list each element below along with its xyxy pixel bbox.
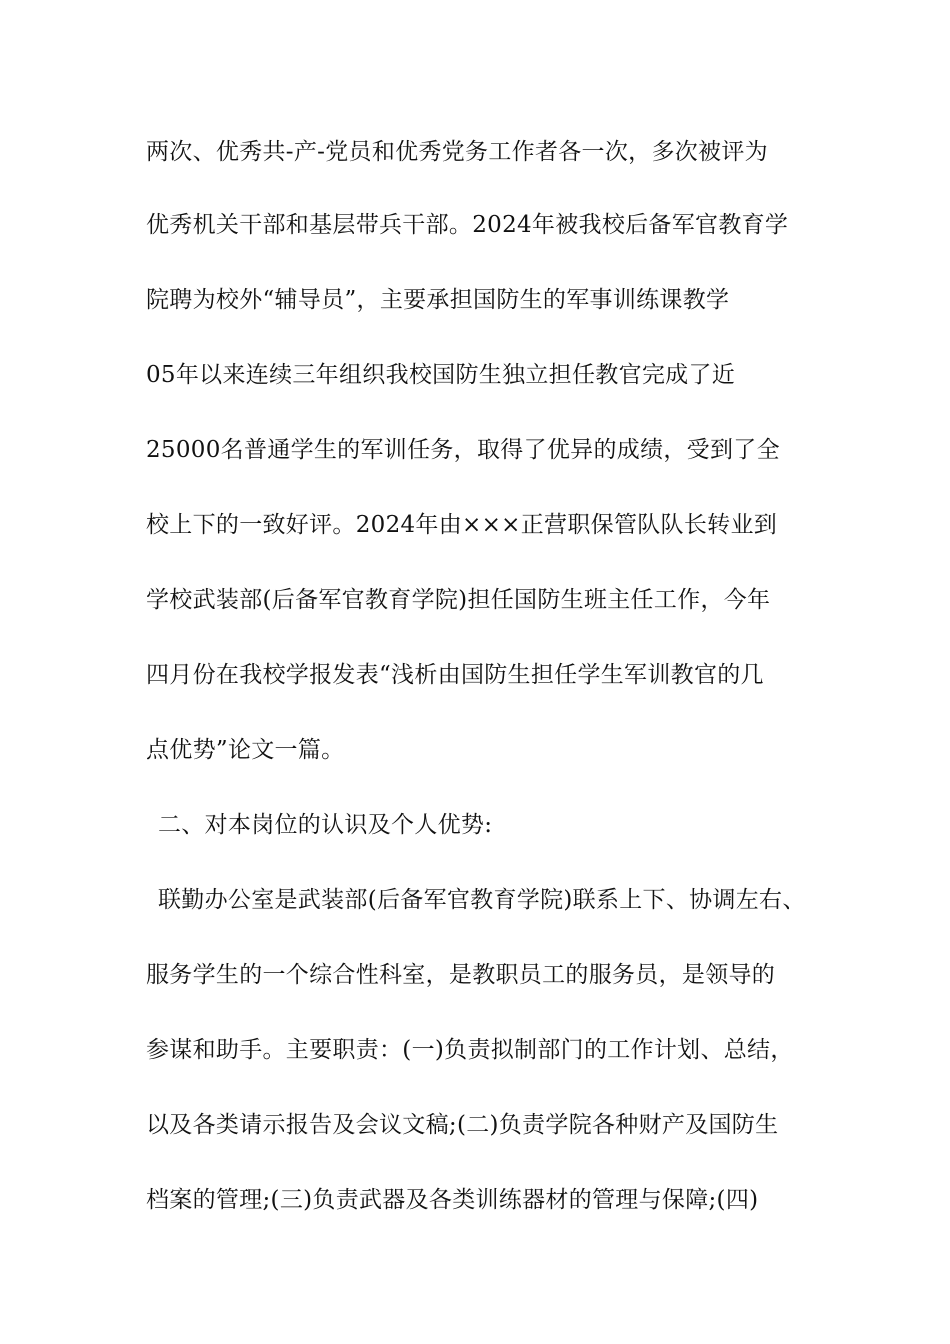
- paragraph-line: 联勤办公室是武装部(后备军官教育学院)联系上下、协调左右、: [158, 887, 806, 913]
- paragraph-line: 服务学生的一个综合性科室，是教职员工的服务员，是领导的: [146, 962, 776, 988]
- paragraph-line: 05年以来连续三年组织我校国防生独立担任教官完成了近: [146, 362, 736, 388]
- paragraph-line: 学校武装部(后备军官教育学院)担任国防生班主任工作，今年: [146, 587, 771, 613]
- paragraph-line: 院聘为校外“辅导员”，主要承担国防生的军事训练课教学: [146, 287, 730, 313]
- paragraph-line: 校上下的一致好评。2024年由×××正营职保管队队长转业到: [146, 512, 778, 538]
- paragraph-line: 两次、优秀共-产-党员和优秀党务工作者各一次，多次被评为: [146, 139, 768, 165]
- paragraph-line: 档案的管理;(三)负责武器及各类训练器材的管理与保障;(四): [146, 1187, 759, 1213]
- paragraph-line: 点优势”论文一篇。: [146, 737, 345, 763]
- paragraph-line: 优秀机关干部和基层带兵干部。2024年被我校后备军官教育学: [146, 212, 789, 238]
- paragraph-line: 25000名普通学生的军训任务，取得了优异的成绩，受到了全: [146, 437, 780, 463]
- section-heading: 二、对本岗位的认识及个人优势:: [158, 812, 493, 838]
- paragraph-line: 四月份在我校学报发表“浅析由国防生担任学生军训教官的几: [146, 662, 764, 688]
- paragraph-line: 以及各类请示报告及会议文稿;(二)负责学院各种财产及国防生: [146, 1112, 779, 1138]
- paragraph-line: 参谋和助手。主要职责：(一)负责拟制部门的工作计划、总结，: [146, 1037, 794, 1063]
